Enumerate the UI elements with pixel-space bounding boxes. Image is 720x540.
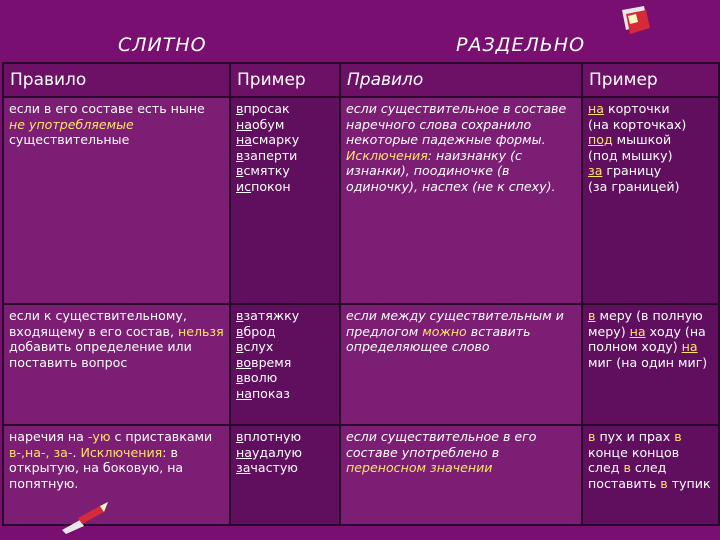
example-cell: в пух и прах в конце концов след в след поставить в тупик [582, 425, 719, 525]
rule-cell: если к существительному, входящему в его состав, нельзя добавить определение или поставить вопрос [3, 304, 230, 425]
example-word: всмятку [236, 163, 290, 179]
header-example-left: Пример [230, 63, 340, 97]
decorative-pencil-icon [60, 500, 108, 534]
rule-cell: если существительное в составе наречного слова сохранило некоторые падежные формы. Исключения: наизнанку (с изнанки), поодиночке (в одиночку), наспех (не к спеху). [340, 97, 582, 304]
example-word: испокон [236, 178, 291, 194]
example-word: за границу [588, 163, 662, 179]
example-cell [582, 97, 719, 304]
example-word: насмарку [236, 132, 300, 148]
example-cell: в меру (в полную меру) на ходу (на полном ходу) на миг (на один миг) [582, 304, 719, 425]
example-cell [230, 304, 340, 425]
example-word: впросак [236, 101, 290, 116]
example-cell [230, 425, 340, 525]
rule-cell: если существительное в его составе употреблено в переносном значении [340, 425, 582, 525]
example-word: вплотную [236, 429, 302, 444]
caption-separate: РАЗДЕЛЬНО [456, 34, 586, 56]
example-word: вовремя [236, 354, 292, 370]
example-word: на корточки [588, 101, 670, 116]
rule-cell: если в его составе есть ныне не употребляемые существительные [3, 97, 230, 304]
header-rule-left: Правило [3, 63, 230, 97]
spelling-rules-table [2, 62, 720, 526]
example-word: вброд [236, 323, 276, 339]
table-row [3, 304, 719, 425]
header-example-right: Пример [582, 63, 719, 97]
rule-cell: если между существительным и предлогом можно вставить определяющее слово [340, 304, 582, 425]
example-word: вволю [236, 370, 278, 386]
header-rule-right: Правило [340, 63, 582, 97]
example-word: взаперти [236, 147, 298, 163]
caption-together: СЛИТНО [118, 34, 207, 56]
example-word: взатяжку [236, 308, 300, 323]
table-row [3, 425, 719, 525]
table-header-row [3, 63, 719, 97]
table-row [3, 97, 719, 304]
example-word: наобум [236, 116, 285, 132]
example-word: напоказ [236, 385, 290, 401]
example-word: (под мышку) [588, 147, 673, 163]
example-word: (за границей) [588, 178, 680, 194]
rule-cell: наречия на -ую с приставками в-,на-, за-. Исключения: в открытую, на боковую, на попятную. [3, 425, 230, 525]
example-word: вслух [236, 339, 274, 355]
example-word: под мышкой [588, 132, 672, 148]
example-word: зачастую [236, 460, 298, 476]
example-cell [230, 97, 340, 304]
example-word: наудалую [236, 444, 302, 460]
example-word: (на корточках) [588, 116, 687, 132]
